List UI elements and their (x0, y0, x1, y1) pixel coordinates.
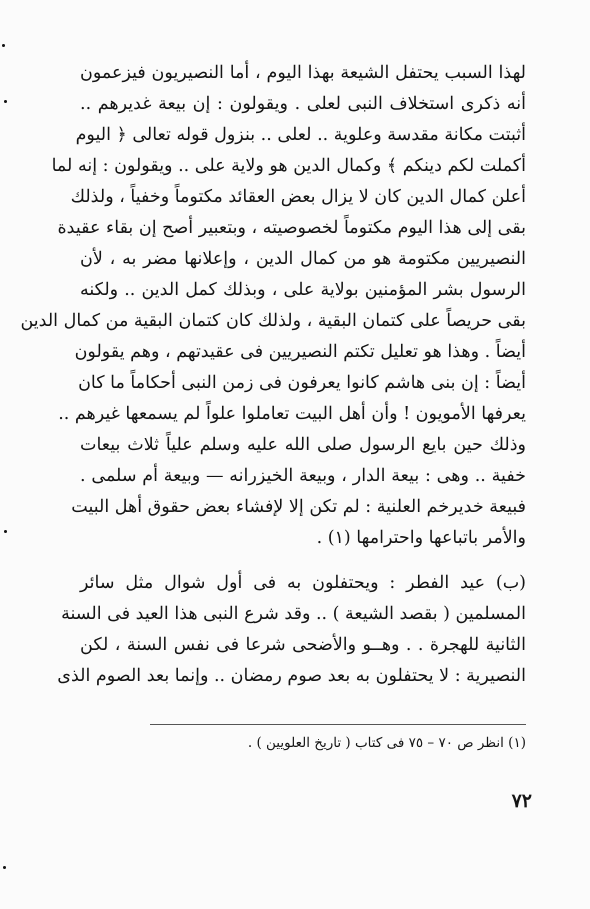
text-line: بقى حريصاً على كتمان البقية ، ولذلك كان كتمان البقية من كمال الدين (20, 311, 526, 331)
scan-speck (2, 44, 5, 47)
text-line: النصيرية : لا يحتفلون به بعد صوم رمضان .. وإنما بعد الصوم الذى (57, 666, 526, 686)
text-line: الرسول بشر المؤمنين بولاية على ، وبذلك كمل الدين .. ولكنه (80, 280, 526, 300)
text-line: أنه ذكرى استخلاف النبى لعلى . ويقولون : إن بيعة غديرهم .. (80, 94, 526, 114)
scan-speck (3, 866, 6, 869)
text-line: أعلن كمال الدين كان لا يزال بعض العقائد مكتوماً وخفياً ، ولذلك (70, 187, 526, 207)
text-line: خفية .. وهى : بيعة الدار ، وبيعة الخيزرانه — وبيعة أم سلمى . (80, 466, 526, 486)
text-line: أكملت لكم دينكم ﴾ وكمال الدين هو ولاية على .. ويقولون : إنه لما (51, 156, 526, 176)
text-line: المسلمين ( بقصد الشيعة ) .. وقد شرع النبى هذا العيد فى السنة (61, 604, 526, 624)
footnote-divider (150, 724, 526, 725)
text-line: لهذا السبب يحتفل الشيعة بهذا اليوم ، أما النصيريون فيزعمون (80, 63, 526, 83)
text-line: فبيعة خديرخم العلنية : لم تكن إلا لإفشاء بعض حقوق أهل البيت (71, 497, 526, 517)
body-text (20, 58, 526, 692)
paragraph-gap (80, 554, 526, 568)
text-line-last: والأمر باتباعها واحترامها (١) . (316, 528, 526, 548)
scan-speck (4, 100, 7, 103)
text-line: أثبتت مكانة مقدسة وعلوية .. لعلى .. بنزول قوله تعالى ﴿ اليوم (75, 125, 526, 145)
text-line: بقى إلى هذا اليوم مكتوماً لخصوصيته ، وبتعبير أصح إن بقاء عقيدة (57, 218, 526, 238)
text-line: أيضاً : إن بنى هاشم كانوا يعرفون فى زمن النبى أحكاماً ما كان (78, 373, 526, 393)
text-line: أيضاً . وهذا هو تعليل تكتم النصيريين فى عقيدتهم ، وهم يقولون (74, 342, 526, 362)
text-line: وذلك حين بايع الرسول صلى الله عليه وسلم علياً ثلاث بيعات (80, 435, 526, 455)
text-line: النصيريين مكتومة هو من كمال الدين ، وإعلانها مضر به ، لأن (80, 249, 526, 269)
text-line: الثانية للهجرة . . وهــو والأضحى شرعا فى نفس السنة ، لكن (80, 635, 526, 655)
text-line: (ب) عيد الفطر : ويحتفلون به فى أول شوال مثل سائر (80, 573, 526, 593)
scan-speck (4, 530, 7, 533)
text-line: يعرفها الأمويون ! وأن أهل البيت تعاملوا علواً لم يسمعها غيرهم .. (58, 404, 526, 424)
footnote: (١) انظر ص ٧٠ – ٧٥ فى كتاب ( تاريخ العلويين ) . (247, 735, 526, 751)
page-number: ٧٢ (511, 790, 532, 812)
